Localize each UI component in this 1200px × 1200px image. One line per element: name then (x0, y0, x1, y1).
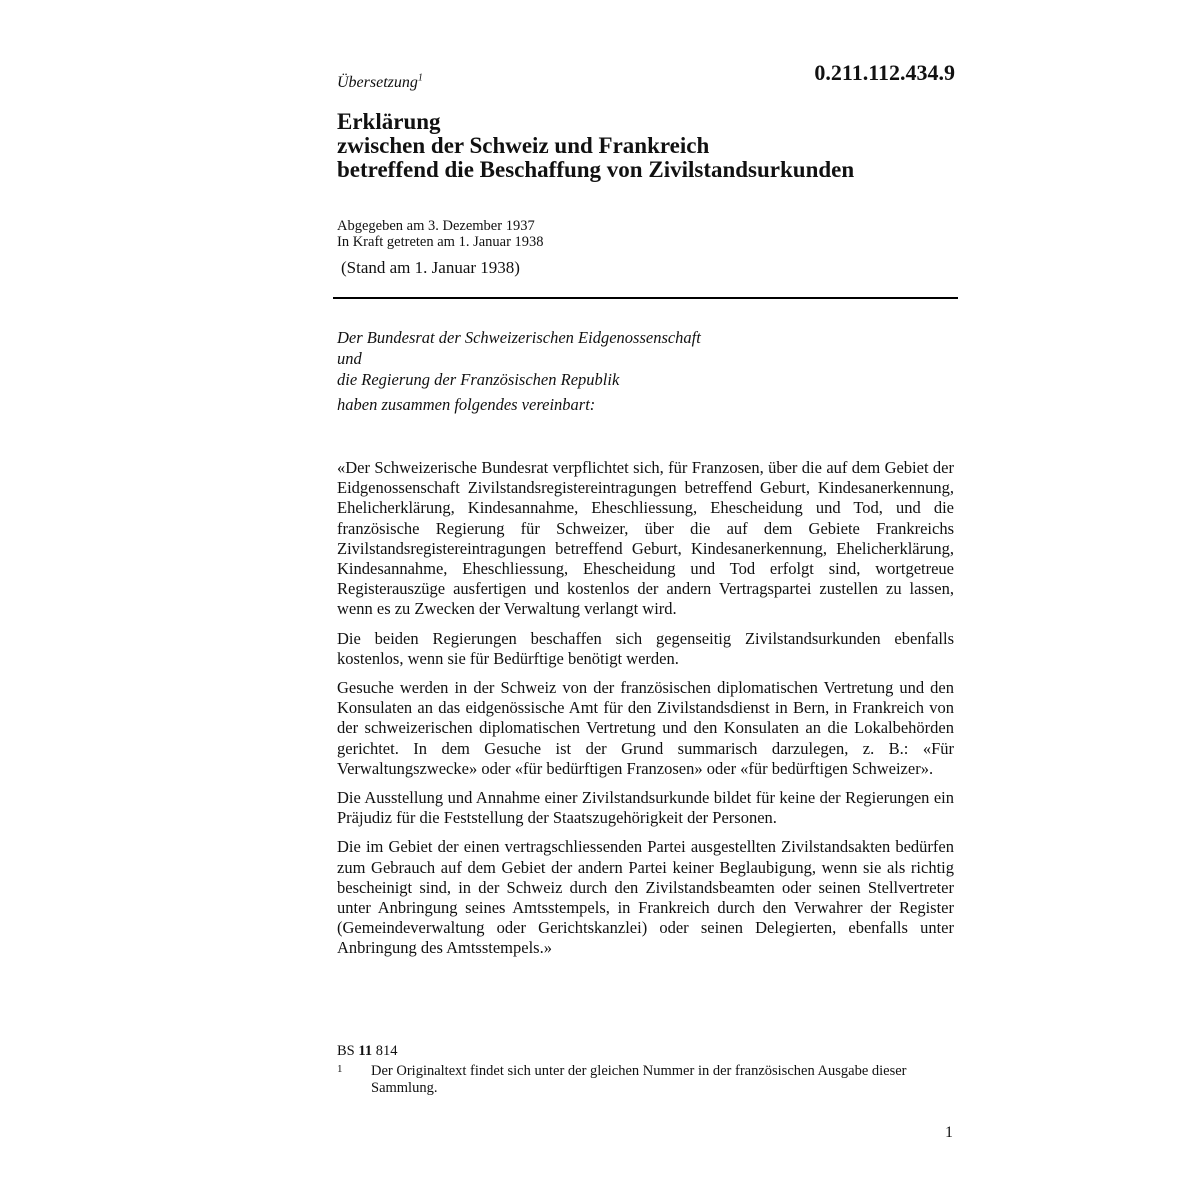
body-paragraph-3: Gesuche werden in der Schweiz von der französischen diplomatischen Vertretung und den Konsulaten an das eidgenössische Amt für den Zivilstandsdienst in Bern, in Frankreich von der schweizerischen diplomatischen Vertretung und den Konsulaten an die Lokalbehörden gerichtet. In dem Gesuche ist der Grund summarisch darzulegen, z. B.: «Für Verwaltungszwecke» oder «für bedürftigen Franzosen» oder «für bedürftigen Schweizer». (337, 678, 954, 778)
status-date: (Stand am 1. Januar 1938) (341, 258, 520, 277)
source-page: 814 (375, 1043, 398, 1059)
preamble-line-4: haben zusammen folgendes vereinbart: (337, 395, 596, 414)
page-number: 1 (945, 1124, 953, 1141)
body-paragraph-2: Die beiden Regierungen beschaffen sich gegenseitig Zivilstandsurkunden ebenfalls kostenlos, wenn sie für Bedürftige benötigt werden. (337, 628, 954, 668)
header-divider (333, 297, 958, 299)
issued-date: Abgegeben am 3. Dezember 1937 (337, 218, 535, 234)
translation-label (337, 74, 423, 92)
declaration-body (337, 458, 954, 968)
footnote (337, 1063, 937, 1096)
body-paragraph-5: Die im Gebiet der einen vertragschliessenden Partei ausgestellten Zivilstandsakten bedürfen zum Gebrauch auf dem Gebiet der andern Partei keiner Beglaubigung, wenn sie als richtig bescheinigt sind, in der Schweiz durch den Zivilstandsbeamten oder seinen Stellvertreter unter Anbringung seines Amtsstempels, in Frankreich durch den Verwahrer der Register (Gemeindeverwaltung oder Gerichtskanzlei) oder seinen Delegierten, ebenfalls unter Anbringung des Amtsstempels.» (337, 837, 954, 958)
document-dates (337, 218, 544, 250)
title-line-2: zwischen der Schweiz und Frankreich (337, 133, 710, 158)
preamble (337, 327, 701, 415)
source-volume: 11 (358, 1043, 373, 1059)
source-prefix: BS (337, 1043, 355, 1059)
body-paragraph-4: Die Ausstellung und Annahme einer Zivilstandsurkunde bildet für keine der Regierungen ein Präjudiz für die Feststellung der Staatszugehörigkeit der Personen. (337, 788, 954, 828)
title-line-3: betreffend die Beschaffung von Zivilstandsurkunden (337, 157, 855, 182)
sr-number: 0.211.112.434.9 (814, 60, 955, 85)
in-force-date: In Kraft getreten am 1. Januar 1938 (337, 234, 544, 250)
document-title (337, 110, 957, 182)
footnote-number: 1 (337, 1063, 343, 1075)
title-line-1: Erklärung (337, 109, 441, 134)
preamble-line-3: die Regierung der Französischen Republik (337, 370, 620, 389)
body-paragraph-1: «Der Schweizerische Bundesrat verpflichtet sich, für Franzosen, über die auf dem Gebiet der Eidgenossenschaft Zivilstandsregistereintragungen betreffend Geburt, Kindesanerkennung, Ehelicherklärung, Kindesannahme, Eheschliessung, Ehescheidung und Tod, und die französische Regierung für Schweizer, über die auf dem Gebiete Frankreichs Zivilstandsregistereintragungen betreffend Geburt, Kindesanerkennung, Ehelicherklärung, Kindesannahme, Eheschliessung, Ehescheidung und Tod erfolgt sind, wortgetreue Registerauszüge ausfertigen und kostenlos der andern Vertragspartei zustellen zu lassen, wenn es zu Zwecken der Verwaltung verlangt wird. (337, 458, 954, 619)
translation-text: Übersetzung (337, 74, 418, 91)
preamble-line-2: und (337, 349, 362, 368)
footnote-reference[interactable]: 1 (417, 72, 423, 84)
source-reference (337, 1043, 397, 1060)
preamble-line-1: Der Bundesrat der Schweizerischen Eidgenossenschaft (337, 328, 701, 347)
footnote-text: Der Originaltext findet sich unter der gleichen Nummer in der französischen Ausgabe dieser Sammlung. (371, 1063, 907, 1096)
